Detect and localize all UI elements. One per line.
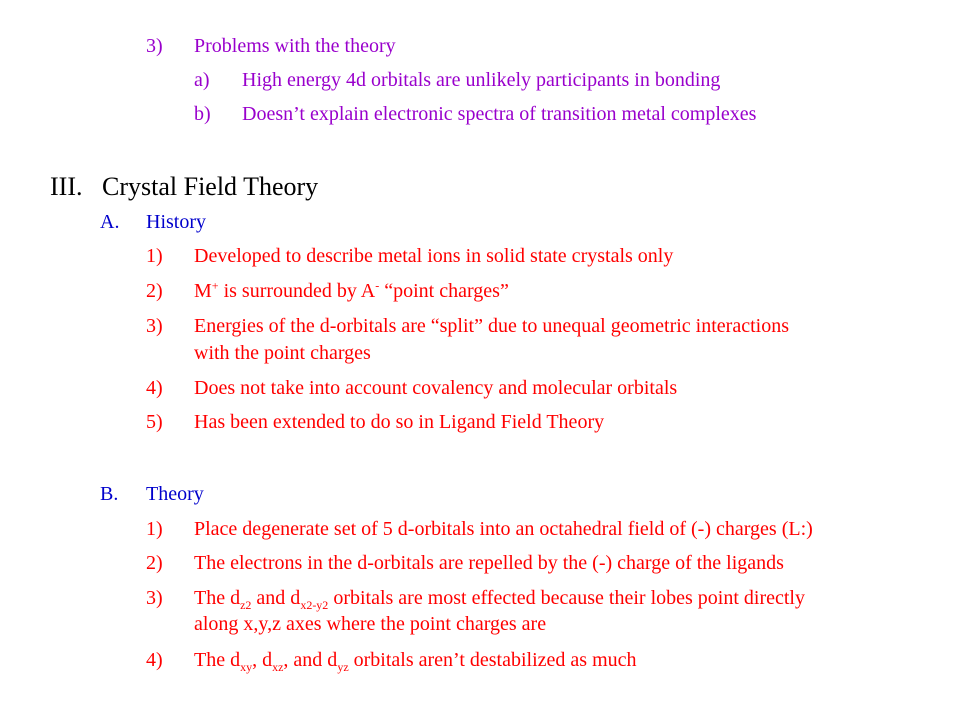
item-number: a) [194, 69, 210, 91]
theory-item-3-continuation [194, 612, 546, 636]
item-number: 3) [146, 315, 163, 337]
item-text: Does not take into account covalency and molecular orbitals [194, 377, 678, 399]
section-number: III. [50, 172, 83, 201]
item-text: Doesn’t explain electronic spectra of transition metal complexes [242, 103, 757, 125]
item-text: The electrons in the d-orbitals are repelled by the (-) charge of the ligands [194, 552, 784, 574]
item-text: The $d_{z2}$ and $d_{x2-y2}$ orbitals are most effected because their lobes point directly [194, 587, 805, 612]
item-number: 3) [146, 35, 163, 57]
item-text: along x,y,z axes where the point charges are [194, 613, 547, 635]
item-number: 3) [146, 587, 163, 609]
item-text: with the point charges [194, 342, 371, 364]
subsection-title: History [146, 211, 206, 233]
item-text: Problems with the theory [194, 35, 396, 57]
subsection-letter: A. [100, 211, 120, 233]
item-text: M+ is surrounded by A- “point charges” [194, 278, 509, 302]
item-text: Energies of the d-orbitals are “split” due to unequal geometric interactions [194, 315, 789, 337]
item-number: 1) [146, 518, 163, 540]
item-number: 1) [146, 245, 163, 267]
item-number: 5) [146, 411, 163, 433]
item-number: 2) [146, 552, 163, 574]
subsection-title: Theory [146, 483, 204, 505]
item-number: 4) [146, 649, 163, 671]
history-item-3-continuation [194, 341, 371, 365]
section-title: Crystal Field Theory [102, 172, 319, 201]
item-text: The $d_{xy}$, $d_{xz}$, and $d_{yz}$ orbitals aren’t destabilized as much [194, 649, 637, 674]
item-text: Developed to describe metal ions in solid state crystals only [194, 245, 674, 267]
item-text: Place degenerate set of 5 d-orbitals into an octahedral field of (-) charges (L:) [194, 518, 813, 540]
item-text: High energy 4d orbitals are unlikely participants in bonding [242, 69, 721, 91]
item-number: b) [194, 103, 211, 125]
item-number: 2) [146, 280, 163, 302]
item-number: 4) [146, 377, 163, 399]
item-text: Has been extended to do so in Ligand Field Theory [194, 411, 605, 433]
subsection-letter: B. [100, 483, 119, 505]
